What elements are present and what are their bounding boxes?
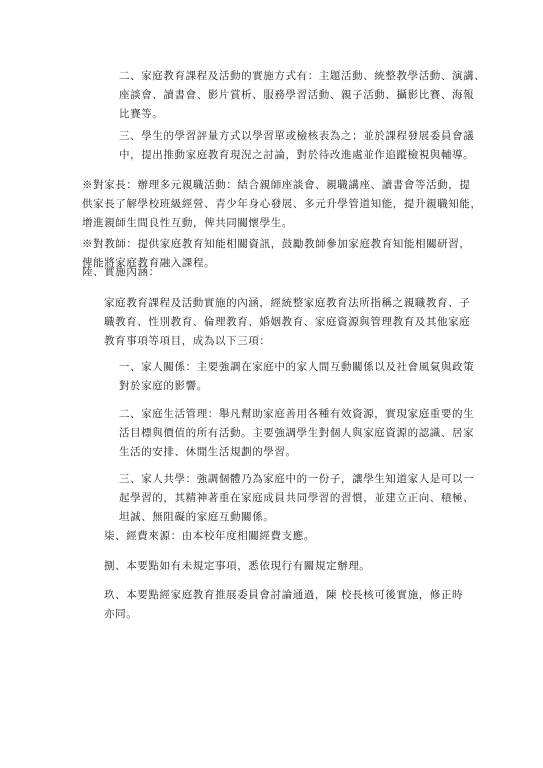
- item-approval: 玖、本要點經家庭教育推展委員會討論通過，陳 校長核可後實施，修正時 亦同。: [104, 589, 464, 620]
- paragraph-content-intro: 家庭教育課程及活動實施的內涵，經統整家庭教育法所指稱之親職教育、子 職教育、性別教育、倫理教育、婚姻教育、家庭資源與管理教育及其他家庭 教育事項等項目，成為以下三項：: [104, 297, 471, 347]
- paragraph-family-life-management: 二、家庭生活管理：舉凡幫助家庭善用各種有效資源，實現家庭重要的生 活目標與價值的所有活動。主要強調學生對個人與家庭資源的認識、居家 生活的安排、休閒生活規劃的學習。: [119, 408, 475, 458]
- paragraph-family-relations: 一、家人關係：主要強調在家庭中的家人間互動關係以及社會風氣與政策 對於家庭的影響。: [119, 361, 475, 392]
- item-unspecified-matters: 捌、本要點如有未規定事項，悉依現行有關規定辦理。: [104, 560, 371, 572]
- section-heading-implementation-content: 陸、實施內涵：: [82, 266, 160, 278]
- paragraph-family-co-learning: 三、家人共學：強調個體乃為家庭中的一份子，讓學生知道家人是可以一 起學習的，其精神著重在家庭成員共同學習的習慣，並建立正向、積極、 坦誠、無阻礙的家庭互動關係。: [119, 473, 475, 523]
- item-funding-source: 柒、經費來源：由本校年度相關經費支應。: [104, 530, 315, 542]
- paragraph-implementation-methods: 二、家庭教育課程及活動的實施方式有：主題活動、統整教學活動、演講、 座談會、讀書會、影片賞析、服務學習活動、親子活動、攝影比賽、海報 比賽等。: [119, 70, 486, 120]
- paragraph-for-parents: ※對家長：辦理多元親職活動：結合親師座談會、親職講座、讀書會等活動，提 供家長了解學校班級經營、青少年身心發展、多元升學管道知能，提升親職知能， 增進親師生間良性互動，俾共同關懷學生。: [82, 179, 482, 229]
- paragraph-assessment: 三、學生的學習評量方式以學習單或檢核表為之；並於課程發展委員會議 中，提出推動家庭教育現況之討論，對於待改進處並作追蹤檢視與輔導。: [119, 130, 475, 161]
- paragraph-for-teachers: ※對教師：提供家庭教育知能相關資訊，鼓勵教師參加家庭教育知能相關研習， 俾能將家庭教育融入課程。: [82, 238, 471, 269]
